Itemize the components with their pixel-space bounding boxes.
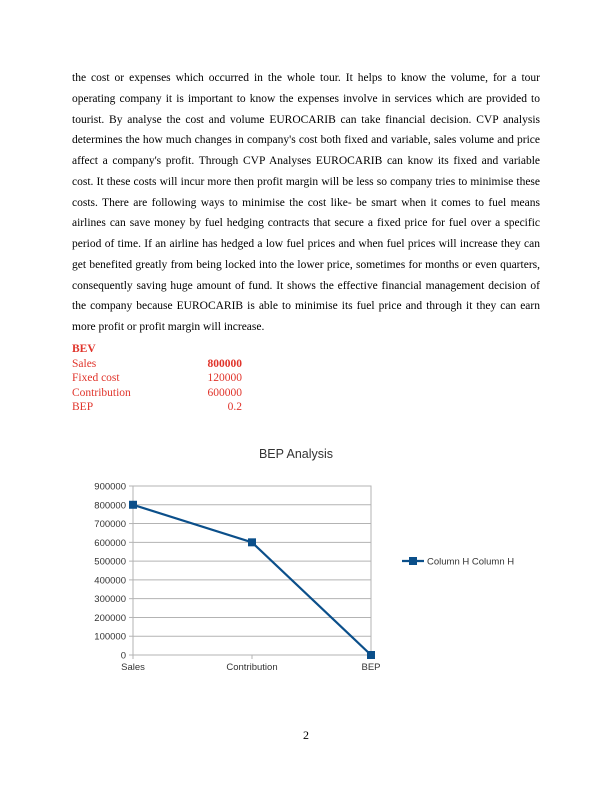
y-tick-label: 700000 [94, 519, 126, 531]
data-point [367, 651, 375, 659]
bev-row-contribution [72, 386, 242, 401]
legend-label: Column H Column H [427, 556, 515, 568]
chart-legend [402, 557, 514, 568]
bev-heading: BEV [72, 343, 96, 355]
page-number: 2 [303, 728, 309, 742]
x-tick-label: Sales [121, 662, 145, 673]
bev-row-bep [72, 400, 242, 415]
chart-y-axis [94, 482, 133, 662]
y-tick-label: 200000 [94, 612, 126, 624]
bev-label: BEP [72, 401, 94, 414]
y-tick-label: 0 [120, 650, 126, 662]
bev-value: 600000 [207, 386, 242, 399]
bev-value: 0.2 [227, 401, 242, 414]
bep-chart-svg [60, 440, 560, 680]
chart-gridlines [133, 486, 371, 655]
bev-label: Fixed cost [72, 372, 120, 385]
x-tick-label: BEP [361, 662, 381, 673]
chart-title: BEP Analysis [258, 447, 334, 461]
bev-row-sales [72, 357, 242, 372]
body-text: the cost or expenses which occurred in the whole tour. It helps to know the volume, for a tour operating company it is important to know the expenses involve in services which are provided to tourist. By analyse the cost and volume EUROCARIB can take financial decision. CVP analysis determines the how much changes in company's cost both fixed and variable, sales volume and price affect a company's profit. Through CVP Analyses EUROCARIB can know its fixed and variable cost. It these costs will incur more then profit margin will be less so company tries to minimise these costs. There are following ways to minimise the cost like- be smart when it comes to fuel means airlines can save money by fuel hedging contracts that secure a fixed price for fuel over a specific period of time. If an airline has hedged a low fuel prices and when fuel prices will increase they can get benefited greatly from being locked into the lower price, sometimes for months or even quarters, consequently saving huge amount of fund. It shows the effective financial management decision of the company because EUROCARIB is able to minimise its fuel price and through it they can earn more profit or profit margin will increase. [72, 72, 540, 333]
y-tick-label: 300000 [94, 594, 126, 606]
bev-table [72, 342, 242, 415]
bev-value: 800000 [207, 357, 242, 370]
y-tick-label: 900000 [94, 481, 126, 493]
y-tick-label: 500000 [94, 556, 126, 568]
body-paragraph [72, 68, 540, 338]
y-tick-label: 100000 [94, 631, 126, 643]
bep-chart [60, 440, 560, 680]
y-tick-label: 800000 [94, 500, 126, 512]
bev-heading-row [72, 342, 242, 357]
data-point [129, 501, 137, 509]
chart-x-axis [121, 655, 380, 673]
bev-row-fixed-cost [72, 371, 242, 386]
x-tick-label: Contribution [226, 662, 278, 673]
chart-plot-area [133, 486, 371, 655]
bev-label: Contribution [72, 386, 131, 399]
y-tick-label: 400000 [94, 575, 126, 587]
data-point [248, 538, 256, 546]
bev-label: Sales [72, 357, 97, 370]
bev-value: 120000 [207, 372, 242, 385]
legend-marker [409, 557, 417, 565]
y-tick-label: 600000 [94, 537, 126, 549]
